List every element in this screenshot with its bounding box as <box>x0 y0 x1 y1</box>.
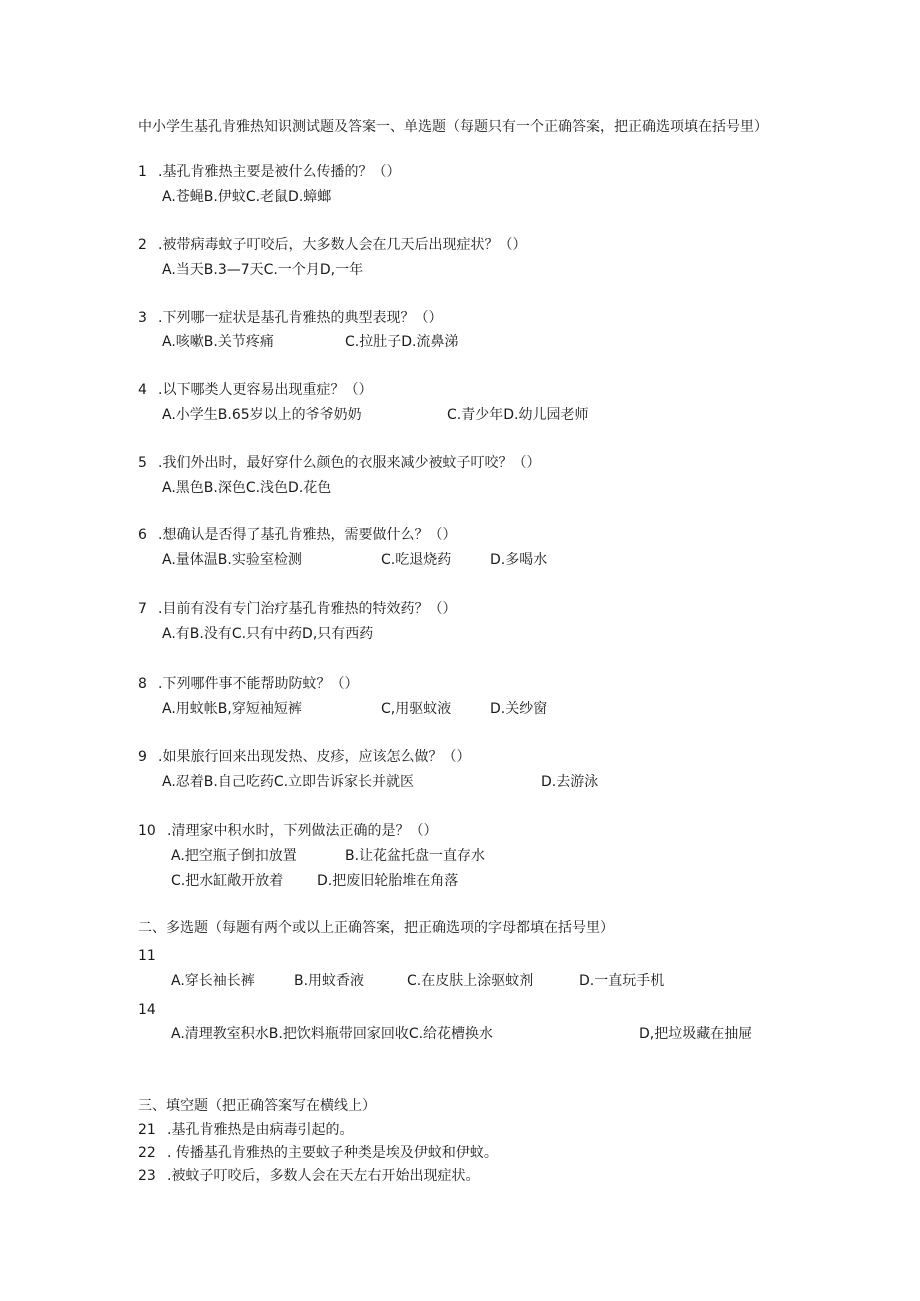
option-group-ab: A.小学生B.65岁以上的爷爷奶奶 <box>162 407 362 423</box>
question-text: .被蚊子叮咬后，多数人会在天左右开始出现症状。 <box>167 1168 480 1184</box>
option-c: C,用驱蚊液 <box>381 701 452 717</box>
question-text: .如果旅行回来出现发热、皮疹，应该怎么做？（） <box>158 749 471 765</box>
question-text: .我们外出时，最好穿什么颜色的衣服来减少被蚊子叮咬？（） <box>158 455 541 471</box>
option-c: C.吃退烧药 <box>381 552 452 568</box>
option-a: A.把空瓶子倒扣放置 <box>171 848 297 864</box>
option-d: D.去游泳 <box>541 774 599 790</box>
option-b: B.让花盆托盘一直存水 <box>345 848 486 864</box>
question-text: .下列哪件事不能帮助防蚊？（） <box>158 676 359 692</box>
option-d: D,把垃圾藏在抽屉 <box>639 1026 753 1042</box>
option-c: C.把水缸敞开放着 <box>171 873 284 889</box>
section-heading-fill-blank: 三、填空题（把正确答案写在横线上） <box>138 1098 376 1114</box>
option-d: D.一直玩手机 <box>579 973 665 989</box>
question-text: .想确认是否得了基孔肯雅热，需要做什么？（） <box>158 527 457 543</box>
question-number: 11 <box>138 948 156 964</box>
question-number: 7 <box>138 601 147 617</box>
question-number: 10 <box>138 823 156 839</box>
question-options: A.苍蝇B.伊蚊C.老鼠D.蟑螂 <box>162 189 332 205</box>
question-number: 22 <box>138 1145 156 1161</box>
question-number: 8 <box>138 676 147 692</box>
option-c: C.在皮肤上涂驱蚊剂 <box>407 973 534 989</box>
question-text: .目前有没有专门治疗基孔肯雅热的特效药？（） <box>158 601 457 617</box>
question-options: A.有B.没有C.只有中药D,只有西药 <box>162 626 374 642</box>
option-a: A.穿长袖长裤 <box>171 973 255 989</box>
question-number: 23 <box>138 1168 156 1184</box>
question-text: . 传播基孔肯雅热的主要蚊子种类是埃及伊蚊和伊蚊。 <box>167 1145 498 1161</box>
question-number: 3 <box>138 310 147 326</box>
question-number: 5 <box>138 455 147 471</box>
question-number: 4 <box>138 382 147 398</box>
question-options: A.黑色B.深色C.浅色D.花色 <box>162 480 332 496</box>
option-group-ab: A.咳嗽B.关节疼痛 <box>162 334 274 350</box>
question-text: .被带病毒蚊子叮咬后，大多数人会在几天后出现症状？（） <box>158 237 527 253</box>
question-number: 6 <box>138 527 147 543</box>
document-title: 中小学生基孔肯雅热知识测试题及答案一、单选题（每题只有一个正确答案，把正确选项填在括号里） <box>138 119 768 135</box>
option-group-ab: A.量体温B.实验室检测 <box>162 552 302 568</box>
option-group-abc: A.忍着B.自己吃药C.立即告诉家长并就医 <box>162 774 415 790</box>
question-number: 21 <box>138 1122 156 1138</box>
question-text: .基孔肯雅热主要是被什么传播的？（） <box>158 164 401 180</box>
option-group-ab: A.用蚊帐B,穿短袖短裤 <box>162 701 302 717</box>
question-text: .以下哪类人更容易出现重症？（） <box>158 382 373 398</box>
option-d: D.多喝水 <box>490 552 548 568</box>
question-text: .下列哪一症状是基孔肯雅热的典型表现？（） <box>158 310 443 326</box>
option-group-abc: A.清理教室积水B.把饮料瓶带回家回收C.给花槽换水 <box>171 1026 494 1042</box>
option-d: D.关纱窗 <box>490 701 548 717</box>
question-text: .清理家中积水时，下列做法正确的是？（） <box>167 823 438 839</box>
question-number: 9 <box>138 749 147 765</box>
question-number: 1 <box>138 164 147 180</box>
question-number: 14 <box>138 1002 156 1018</box>
question-text: .基孔肯雅热是由病毒引起的。 <box>167 1122 354 1138</box>
question-number: 2 <box>138 237 147 253</box>
option-group-cd: C.青少年D.幼儿园老师 <box>447 407 589 423</box>
option-group-cd: C.拉肚子D.流鼻涕 <box>345 334 459 350</box>
option-b: B.用蚊香液 <box>294 973 365 989</box>
section-heading-multiple-choice: 二、多选题（每题有两个或以上正确答案，把正确选项的字母都填在括号里） <box>138 920 614 936</box>
option-d: D.把废旧轮胎堆在角落 <box>317 873 459 889</box>
question-options: A.当天B.3—7天C.一个月D,一年 <box>162 262 364 278</box>
